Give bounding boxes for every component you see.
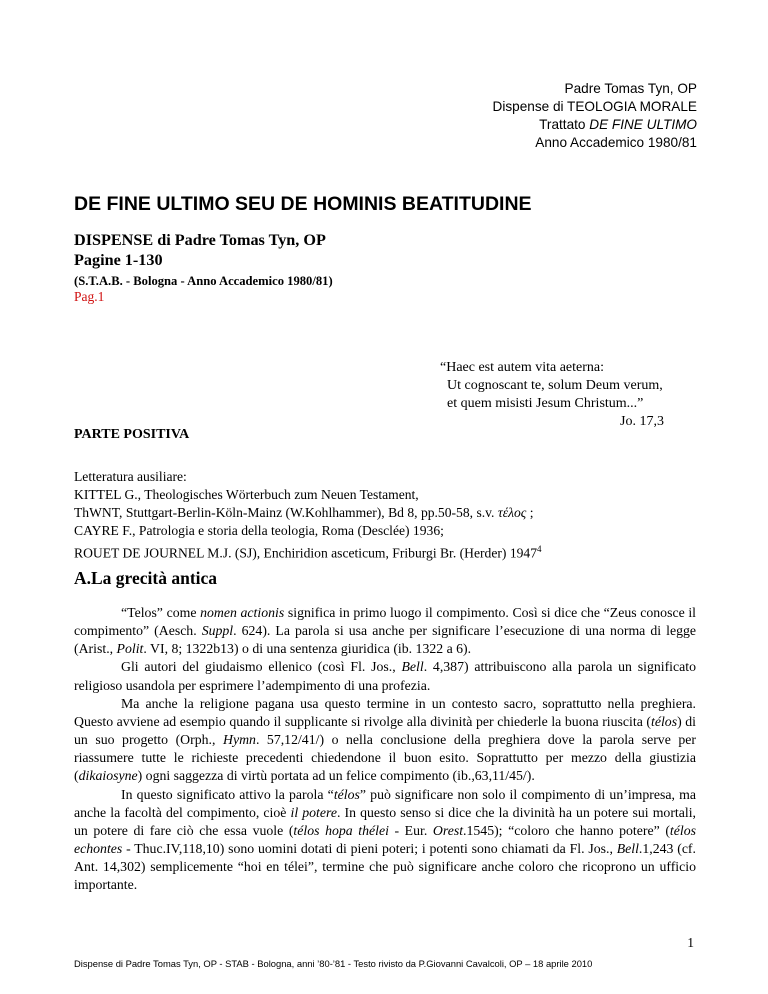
- text-run: Ma anche la religione pagana usa questo termine in un contesto sacro, soprattutto nella preghiera. Questo avviene ad esempio quando il supplicante si rivolge alla divinità per chiederle la buona riuscita (: [74, 695, 696, 729]
- text-run: . In questo senso si dice che la divinità ha un potere sui mortali, un potere di fare ciò che essa vuole (: [74, 804, 696, 838]
- text-run: Suppl: [201, 623, 234, 639]
- text-run: In questo significato attivo la parola “: [121, 786, 334, 802]
- page-title: DE FINE ULTIMO SEU DE HOMINIS BEATITUDINE: [74, 193, 532, 215]
- text-run: Polit: [116, 641, 144, 657]
- text-run: Bell: [616, 841, 639, 857]
- paragraph: [74, 604, 696, 658]
- paragraph: [74, 658, 696, 694]
- header-year: Anno Accademico 1980/81: [535, 135, 697, 150]
- text-run: télos hopa thélei: [293, 822, 389, 838]
- text-run: télos echontes: [74, 822, 696, 857]
- text-run: nomen actionis: [200, 605, 285, 620]
- text-run: Hymn: [222, 732, 256, 748]
- quote-line-1: “Haec est autem vita aeterna:: [440, 360, 605, 375]
- bibliography-entry: ROUET DE JOURNEL M.J. (SJ), Enchiridion asceticum, Friburgi Br. (Herder) 1947$^4$: [74, 544, 542, 561]
- text-run: . 57,12/41/) o nella conclusione della preghiera dove la parola serve per riassumere tutte le richieste precedenti chiedendone il buon esito. Soprattutto per mezzo della giustizia (: [74, 732, 696, 784]
- quote-line-3: et quem misisti Jesum Christum...”: [440, 396, 644, 411]
- text-run: . VI, 8; 1322b13) o di una sentenza giuridica (ib. 1322 a 6).: [143, 641, 472, 657]
- header-treatise: [493, 116, 698, 134]
- dispense-stab: (S.T.A.B. - Bologna - Anno Accademico 1980/81): [74, 274, 333, 288]
- text-run: . 624). La parola si usa anche per significare l’esecuzione di una norma di legge (Arist.,: [74, 623, 696, 657]
- text-run: - Eur.: [388, 822, 433, 838]
- text-run: . 4,387) attribuiscono alla parola un significato religioso usandola per esprimere l’adempimento di una profezia.: [74, 659, 696, 693]
- body-text: [74, 604, 696, 895]
- document-header: [493, 80, 698, 152]
- text-run: .1,243 (cf. Ant. 14,302) semplicemente “hoi en télei”, termine che può significare anche coloro che ricoprono un ufficio importante.: [74, 841, 696, 893]
- text-run: significa in primo luogo il compimento. Così si dice che “Zeus conosce il compimento” (Aesch.: [74, 605, 696, 639]
- header-treatise-title: DE FINE ULTIMO: [589, 117, 697, 132]
- dispense-block: [74, 230, 326, 270]
- bibliography-entry: ThWNT, Stuttgart-Berlin-Köln-Mainz (W.Kohlhammer), Bd 8, pp.50-58, s.v. τέλος ;: [74, 505, 534, 520]
- page-footer: Dispense di Padre Tomas Tyn, OP - STAB - Bologna, anni ’80-’81 - Testo rivisto da P.Giovanni Cavalcoli, OP – 18 aprile 2010: [74, 958, 593, 969]
- greek-term: τέλος: [497, 505, 527, 520]
- quote-line-2: Ut cognoscant te, solum Deum verum,: [440, 378, 663, 393]
- epigraph-quote: [440, 359, 664, 431]
- edition-superscript: 4: [537, 544, 542, 554]
- text-run: ) ogni saggezza di virtù portata ad un felice compimento (ib.,63,11/45/).: [137, 768, 535, 784]
- text-run: ) di un suo progetto (Orph.,: [74, 713, 696, 748]
- part-heading: PARTE POSITIVA: [74, 427, 190, 442]
- header-treatise-prefix: Trattato: [539, 117, 590, 132]
- text-run: télos: [333, 786, 360, 802]
- bibliography: [74, 468, 542, 563]
- page-marker: Pag.1: [74, 289, 105, 304]
- bibliography-entry: KITTEL G., Theologisches Wörterbuch zum Neuen Testament,: [74, 487, 419, 502]
- text-run: Bell: [401, 659, 424, 675]
- header-author: Padre Tomas Tyn, OP: [564, 81, 697, 96]
- page-number: 1: [687, 935, 694, 950]
- bibliography-heading: Letteratura ausiliare:: [74, 469, 187, 484]
- text-run: ” può significare non solo il compimento di un’impresa, ma anche la facoltà del compimento, cioè: [74, 786, 696, 820]
- text-run: “Telos” come: [121, 605, 201, 620]
- dispense-author: DISPENSE di Padre Tomas Tyn, OP: [74, 231, 326, 249]
- section-heading: A.La grecità antica: [74, 568, 218, 588]
- text-run: Gli autori del giudaismo ellenico (così Fl. Jos.,: [121, 659, 402, 675]
- bibliography-entry: CAYRE F., Patrologia e storia della teologia, Roma (Desclée) 1936;: [74, 523, 444, 538]
- text-run: .1545); “coloro che hanno potere” (: [463, 822, 670, 838]
- text-run: dikaiosyne: [78, 768, 138, 784]
- paragraph: [74, 695, 696, 786]
- text-run: Orest: [432, 822, 464, 838]
- quote-reference: Jo. 17,3: [620, 414, 664, 429]
- header-course: Dispense di TEOLOGIA MORALE: [492, 99, 697, 114]
- text-run: télos: [651, 713, 678, 729]
- text-run: il potere: [290, 804, 337, 820]
- text-run: - Thuc.IV,118,10) sono uomini dotati di pieni poteri; i potenti sono chiamati da Fl. Jos.,: [122, 841, 617, 857]
- paragraph: [74, 786, 696, 895]
- dispense-pages: Pagine 1-130: [74, 251, 163, 269]
